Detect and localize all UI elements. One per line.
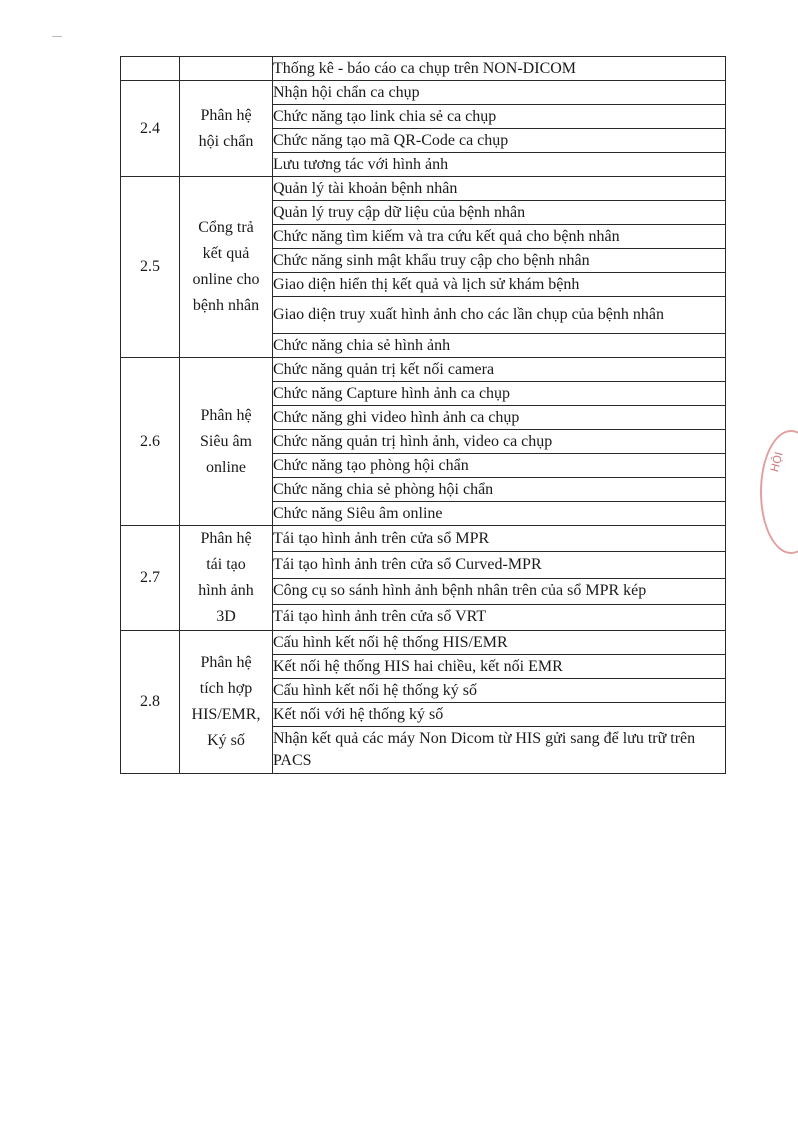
group-name-line: 3D: [216, 608, 236, 625]
cell-no: 2.5: [121, 177, 180, 358]
cell-item: Chức năng tạo mã QR-Code ca chụp: [273, 129, 726, 153]
seal-text: HỘI: [768, 450, 786, 474]
table-row: [121, 57, 726, 81]
seal-stamp: [760, 430, 798, 554]
cell-group: [180, 81, 273, 177]
cell-item: Giao diện truy xuất hình ảnh cho các lần chụp của bệnh nhân: [273, 297, 726, 334]
cell-item: Quản lý truy cập dữ liệu của bệnh nhân: [273, 201, 726, 225]
cell-item: Thống kê - báo cáo ca chụp trên NON-DICOM: [273, 57, 726, 81]
cell-item: Chức năng sinh mật khẩu truy cập cho bệnh nhân: [273, 249, 726, 273]
cell-item: Kết nối hệ thống HIS hai chiều, kết nối EMR: [273, 655, 726, 679]
cell-item: Cấu hình kết nối hệ thống ký số: [273, 679, 726, 703]
cell-item: Chức năng tìm kiếm và tra cứu kết quả cho bệnh nhân: [273, 225, 726, 249]
scan-mark: [52, 36, 62, 37]
group-name-line: Ký số: [207, 732, 245, 749]
cell-no: 2.8: [121, 631, 180, 774]
cell-item: Tái tạo hình ảnh trên cửa sổ VRT: [273, 604, 726, 630]
cell-item: Lưu tương tác với hình ảnh: [273, 153, 726, 177]
group-name-line: bệnh nhân: [192, 297, 260, 314]
group-name-line: online: [206, 458, 246, 476]
cell-item: Chức năng chia sẻ phòng hội chẩn: [273, 478, 726, 502]
cell-no: 2.6: [121, 358, 180, 526]
cell-group: [180, 631, 273, 774]
group-name-line: online cho: [192, 271, 260, 288]
cell-item: Chức năng quản trị hình ảnh, video ca chụp: [273, 430, 726, 454]
group-name-line: kết quả: [202, 245, 250, 262]
group-name-line: tích hợp: [199, 680, 253, 697]
cell-item: Chức năng Capture hình ảnh ca chụp: [273, 382, 726, 406]
cell-item: Chức năng tạo link chia sẻ ca chụp: [273, 105, 726, 129]
group-name-line: Phân hệ: [200, 530, 252, 547]
cell-item: Kết nối với hệ thống ký số: [273, 703, 726, 727]
feature-table: [120, 56, 726, 774]
cell-item: Chức năng Siêu âm online: [273, 502, 726, 526]
cell-item: Chức năng ghi video hình ảnh ca chụp: [273, 406, 726, 430]
cell-group: [180, 526, 273, 631]
cell-group: [180, 358, 273, 526]
cell-no: [121, 57, 180, 81]
group-name-line: HIS/EMR,: [191, 706, 261, 723]
cell-item: Chức năng chia sẻ hình ảnh: [273, 334, 726, 358]
cell-item: Cấu hình kết nối hệ thống HIS/EMR: [273, 631, 726, 655]
group-name-line: Phân hệ: [200, 406, 252, 424]
cell-item: Tái tạo hình ảnh trên cửa sổ Curved-MPR: [273, 552, 726, 578]
group-name-line: hội chẩn: [198, 132, 254, 150]
cell-item: Tái tạo hình ảnh trên cửa sổ MPR: [273, 526, 726, 552]
cell-no: 2.4: [121, 81, 180, 177]
group-name-line: Phân hệ: [200, 106, 252, 124]
group-name-line: hình ảnh: [198, 582, 254, 599]
group-name-line: Phân hệ: [200, 654, 252, 671]
cell-group: [180, 57, 273, 81]
table-row: [121, 177, 726, 201]
cell-item: Chức năng tạo phòng hội chẩn: [273, 454, 726, 478]
cell-item: Công cụ so sánh hình ảnh bệnh nhân trên của sổ MPR kép: [273, 578, 726, 604]
table-row: [121, 526, 726, 552]
feature-table-body: [121, 57, 726, 774]
group-name-line: tái tạo: [206, 556, 246, 573]
cell-group: [180, 177, 273, 358]
group-name-line: Cổng trả: [198, 219, 254, 236]
cell-item: Nhận kết quả các máy Non Dicom từ HIS gửi sang để lưu trữ trên PACS: [273, 727, 726, 774]
table-row: [121, 631, 726, 655]
cell-item: Giao diện hiển thị kết quả và lịch sử khám bệnh: [273, 273, 726, 297]
cell-no: 2.7: [121, 526, 180, 631]
cell-item: Quản lý tài khoản bệnh nhân: [273, 177, 726, 201]
group-name-line: Siêu âm: [200, 432, 252, 450]
cell-item: Chức năng quản trị kết nối camera: [273, 358, 726, 382]
table-row: [121, 358, 726, 382]
cell-item: Nhận hội chẩn ca chụp: [273, 81, 726, 105]
table-row: [121, 81, 726, 105]
